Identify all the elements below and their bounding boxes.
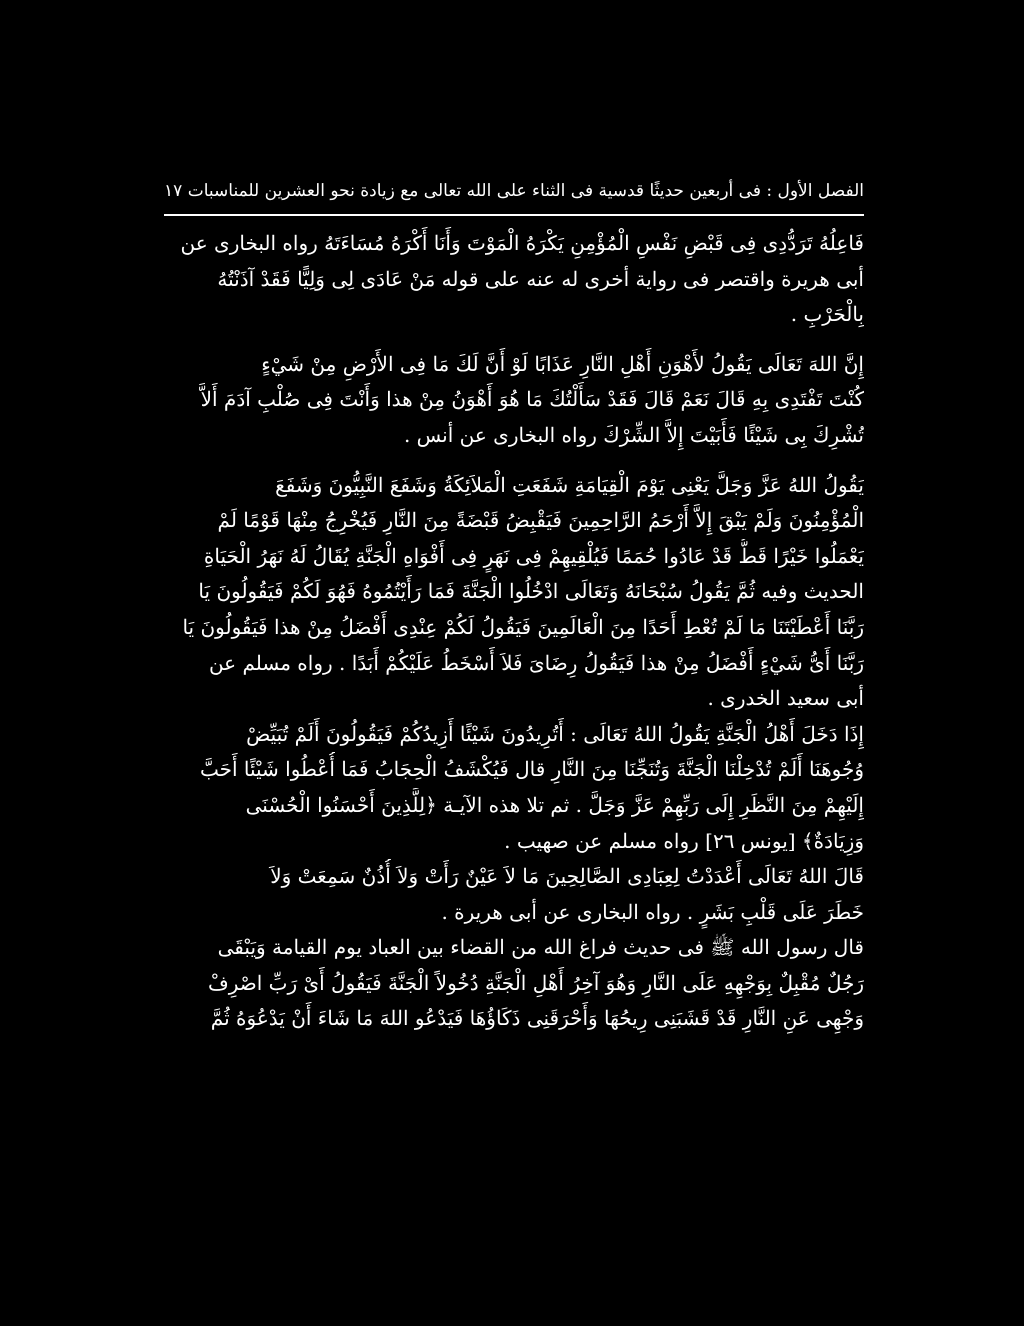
text-line: رَجُلٌ مُقْبِلٌ بِوَجْهِهِ عَلَى النَّارِ وَهُوَ آخِرُ أَهْلِ الْجَنَّةِ دُخُولاً الْجَنَّةَ فَيَقُولُ أَىْ رَبِّ اصْرِفْ <box>207 970 864 995</box>
text-line: يَعْمَلُوا خَيْرًا قَطُّ قَدْ عَادُوا حُمَمًا فَيُلْقِيهِمْ فِى نَهَرٍ فِى أَفْوَاهِ الْجَنَّةِ يُقَالُ لَهُ نَهَرُ الْحَيَاةِ <box>203 543 864 568</box>
text-line: تُشْرِكَ بِى شَيْئًا فَأَبَيْتَ إِلاَّ الشِّرْكَ رواه البخارى عن أنس . <box>403 422 864 447</box>
text-line: الحديث وفيه ثُمَّ يَقُولُ سُبْحَانَهُ وَتَعَالَى ادْخُلُوا الْجَنَّةَ فَمَا رَأَيْتُمُوهُ فَهُوَ لَكُمْ فَيَقُولُونَ يَا <box>198 579 864 604</box>
text-line: أبى هريرة واقتصر فى رواية أخرى له عنه على قوله مَنْ عَادَى لِى وَلِيًّا فَقَدْ آذَنْتُهُ <box>217 266 864 291</box>
text-line: بِالْحَرْبِ . <box>790 302 864 327</box>
text-line: رَبَّنَا أَىُّ شَيْءٍ أَفْضَلُ مِنْ هذا فَيَقُولُ رِضَاىَ فَلاَ أَسْخَطُ عَلَيْكُمْ أَبَدًا . رواه مسلم عن <box>208 650 864 675</box>
text-line: خَطَرَ عَلَى قَلْبِ بَشَرٍ . رواه البخارى عن أبى هريرة . <box>441 899 864 924</box>
paragraph-gap <box>164 333 864 347</box>
text-line: فَاعِلُهُ تَرَدُّدِى فِى قَبْضِ نَفْسِ الْمُؤْمِنِ يَكْرَهُ الْمَوْتَ وَأَنَا أَكْرَهُ مُسَاءَتَهُ رواه البخارى عن <box>180 231 864 255</box>
text-line: يَقُولُ اللهُ عَزَّ وَجَلَّ يَعْنِى يَوْمَ الْقِيَامَةِ شَفَعَتِ الْمَلاَئِكَةُ وَشَفَعَ النَّبِيُّونَ وَشَفَعَ <box>275 472 864 497</box>
text-line: الْمُؤْمِنُونَ وَلَمْ يَبْقَ إِلاَّ أَرْحَمُ الرَّاحِمِينَ فَيَقْبِضُ قَبْضَةً مِنَ النَّارِ فَيُخْرِجُ مِنْهَا قَوْمًا لَمْ <box>217 508 864 533</box>
text-line: إِلَيْهِمْ مِنَ النَّظَرِ إِلَى رَبِّهِمْ عَزَّ وَجَلَّ . ثم تلا هذه الآيـة ﴿لِلَّذِينَ أَحْسَنُوا الْحُسْنَى <box>245 792 864 817</box>
text-line: أبى سعيد الخدرى . <box>707 686 864 711</box>
text-line: وَجْهِى عَنِ النَّارِ قَدْ قَشَبَنِى رِيحُهَا وَأَحْرَقَنِى ذَكَاؤُهَا فَيَدْعُو اللهَ مَا شَاءَ أَنْ يَدْعُوَهُ ثُمَّ <box>210 1006 864 1031</box>
text-line: وُجُوهَنَا أَلَمْ تُدْخِلْنَا الْجَنَّةَ وَتُنَجِّنَا مِنَ النَّارِ قال فَيُكْشَفُ الْحِجَابُ فَمَا أُعْطُوا شَيْئًا أَحَبَّ <box>199 757 864 782</box>
text-line: إِنَّ اللهَ تَعَالَى يَقُولُ لأَهْوَنِ أَهْلِ النَّارِ عَذَابًا لَوْ أَنَّ لَكَ مَا فِى الأَرْضِ مِنْ شَيْءٍ <box>261 351 864 376</box>
page-number: ١٧ <box>164 181 183 201</box>
header-rule <box>164 214 864 216</box>
paragraph-gap <box>164 454 864 468</box>
text-line: إِذَا دَخَلَ أَهْلُ الْجَنَّةِ يَقُولُ اللهُ تَعَالَى : أَتُرِيدُونَ شَيْئًا أَزِيدُكُمْ فَيَقُولُونَ أَلَمْ تُبَيِّضْ <box>246 721 864 746</box>
body-text <box>164 226 864 1037</box>
text-line: كُنْتَ تَفْتَدِى بِهِ قَالَ نَعَمْ قَالَ فَقَدْ سَأَلْتُكَ مَا هُوَ أَهْوَنُ مِنْ هذا وَأَنْتَ فِى صُلْبِ آدَمَ أَلاَّ <box>200 387 864 412</box>
text-line: رَبَّنَا أَعْطَيْتَنَا مَا لَمْ تُعْطِ أَحَدًا مِنَ الْعَالَمِينَ فَيَقُولُ لَكُمْ عِنْدِى أَفْضَلُ مِنْ هذا فَيَقُولُونَ يَا <box>182 614 864 639</box>
text-line: وَزِيَادَةٌ﴾ [يونس ٢٦] رواه مسلم عن صهيب . <box>504 828 864 853</box>
text-line: قَالَ اللهُ تَعَالَى أَعْدَدْتُ لِعِبَادِى الصَّالِحِينَ مَا لاَ عَيْنٌ رَأَتْ وَلاَ أُذُنٌ سَمِعَتْ وَلاَ <box>270 864 864 889</box>
running-title: الفصل الأول : فى أربعين حديثًا قدسية فى الثناء على الله تعالى مع زيادة نحو العشرين للمناسبات <box>187 181 864 201</box>
text-line: قال رسول الله ﷺ فى حديث فراغ الله من القضاء بين العباد يوم القيامة وَيَبْقَى <box>217 935 864 960</box>
page-header <box>164 176 864 206</box>
